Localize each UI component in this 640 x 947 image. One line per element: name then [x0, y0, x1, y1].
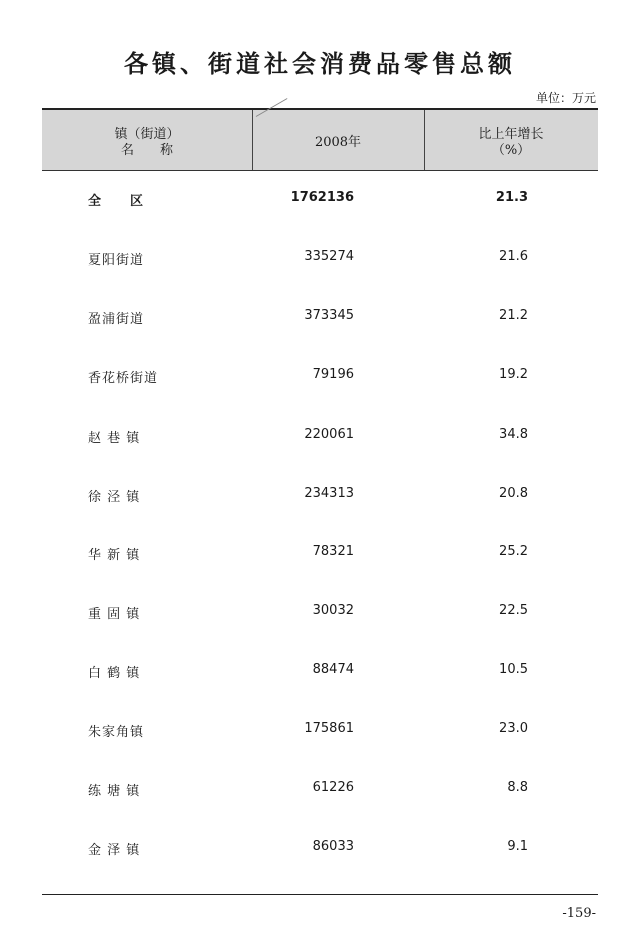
row-value: 61226 [312, 780, 354, 795]
row-name: 盈浦街道 [88, 312, 145, 327]
row-name: 金 泽 镇 [88, 843, 141, 858]
table-row [42, 715, 598, 745]
row-growth: 21.6 [499, 249, 528, 264]
row-name: 全 区 [88, 194, 145, 209]
row-growth: 20.8 [499, 486, 528, 501]
table-row [42, 361, 598, 391]
row-growth: 25.2 [499, 544, 528, 559]
table-header-rule [42, 170, 598, 171]
row-growth: 34.8 [499, 427, 528, 442]
row-name: 练 塘 镇 [88, 784, 141, 799]
page-number: -159- [562, 906, 596, 921]
row-value: 335274 [304, 249, 354, 264]
row-growth: 23.0 [499, 721, 528, 736]
table-row [42, 774, 598, 804]
row-growth: 21.3 [495, 190, 528, 205]
row-growth: 19.2 [499, 367, 528, 382]
row-value: 79196 [312, 367, 354, 382]
row-name: 华 新 镇 [88, 548, 141, 563]
row-growth: 22.5 [499, 603, 528, 618]
row-value: 220061 [304, 427, 354, 442]
header-growth-line1: 比上年增长 [478, 127, 544, 142]
header-name-line2: 名 称 [120, 143, 173, 158]
header-name-line1: 镇（街道） [114, 127, 180, 142]
header-growth-line2: （%） [491, 143, 531, 158]
row-name: 朱家角镇 [88, 725, 145, 740]
table-bottom-rule [42, 894, 598, 895]
table-row [42, 833, 598, 863]
table-row [42, 597, 598, 627]
row-value: 30032 [312, 603, 354, 618]
row-value: 78321 [312, 544, 354, 559]
row-name: 赵 巷 镇 [88, 431, 141, 446]
row-value: 88474 [312, 662, 354, 677]
header-year: 2008年 [314, 135, 362, 150]
row-value: 373345 [304, 308, 354, 323]
row-growth: 8.8 [507, 780, 528, 795]
table-row [42, 656, 598, 686]
row-value: 175861 [304, 721, 354, 736]
row-growth: 10.5 [499, 662, 528, 677]
table-row [42, 302, 598, 332]
unit-label: 单位：万元 [535, 91, 596, 105]
table-row [42, 538, 598, 568]
row-value: 234313 [304, 486, 354, 501]
page-title: 各镇、街道社会消费品零售总额 [124, 49, 516, 78]
table-row [42, 480, 598, 510]
row-growth: 21.2 [499, 308, 528, 323]
table-row [42, 184, 598, 214]
row-growth: 9.1 [507, 839, 528, 854]
row-name: 香花桥街道 [88, 371, 159, 386]
row-value: 1762136 [290, 190, 354, 205]
row-name: 白 鹤 镇 [88, 666, 141, 681]
row-name: 夏阳街道 [88, 253, 145, 268]
table-row [42, 421, 598, 451]
table-row [42, 243, 598, 273]
row-name: 重 固 镇 [88, 607, 141, 622]
row-name: 徐 泾 镇 [88, 490, 141, 505]
row-value: 86033 [312, 839, 354, 854]
